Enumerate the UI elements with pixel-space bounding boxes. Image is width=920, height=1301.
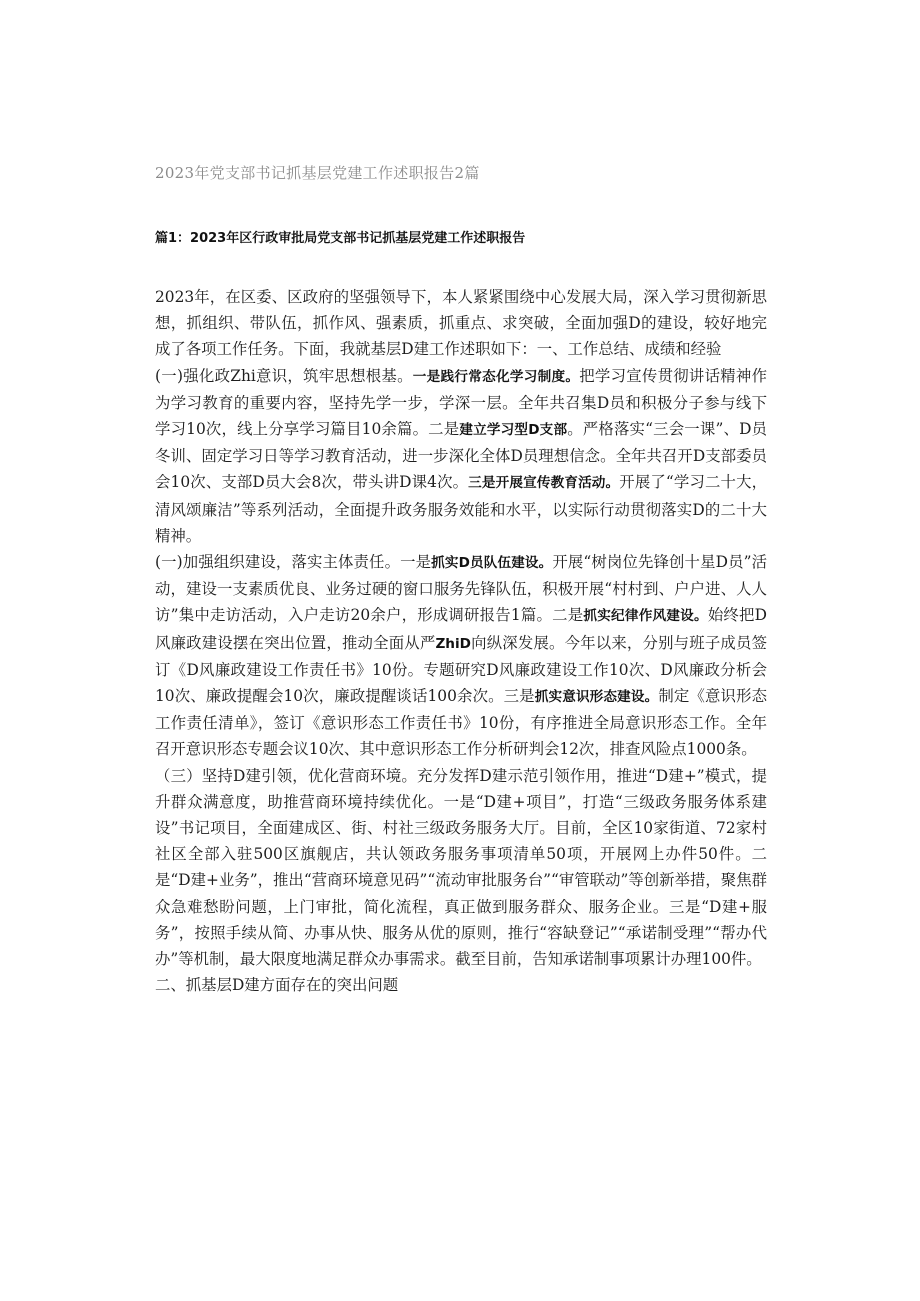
section-heading-problems: 二、抓基层D建方面存在的突出问题 xyxy=(155,976,399,995)
section-1-paragraph xyxy=(155,363,767,549)
section-2-point-1: 抓实D员队伍建设。 xyxy=(431,555,553,572)
section-1-point-1: 一是践行常态化学习制度。 xyxy=(412,368,580,385)
section-2-text-4: 制定《意识形态工作责任清单》，签订《意识形态工作责任书》10份，有序推进全局意识形态工作。全年召开意识形态专题会议10次、其中意识形态工作分析研判会12次，排查风险点1000条。 xyxy=(155,687,768,759)
section-2-text-1: 开展“树岗位先锋创十星D员”活动，建设一支素质优良、业务过硬的窗口服务先锋队伍，积极开展“村村到、户户进、人人访”集中走访活动，入户走访20余户，形成调研报告1篇。二是 xyxy=(155,553,767,625)
section-1-point-2: 建立学习型D支部 xyxy=(459,422,568,439)
section-2-point-3: 抓实意识形态建设。 xyxy=(534,689,659,706)
section-2-point-2: 抓实纪律作风建设。 xyxy=(583,608,708,625)
section-1-heading: (一)强化政Zhi意识，筑牢思想根基。 xyxy=(155,366,413,385)
section-2-heading: (一)加强组织建设，落实主体责任。一是 xyxy=(155,553,432,572)
section-2-inline-term: ZhiD xyxy=(435,635,471,652)
report-body xyxy=(155,284,767,998)
section-1-text-1: 把学习宣传贯彻讲话精神作为学习教育的重要内容，坚持先学一步，学深一层。全年共召集D员和积极分子参与线下学习10次，线上分享学习篇目10余篇。二是 xyxy=(155,366,767,439)
section-1-text-2: 。严格落实“三会一课”、D员冬训、固定学习日等学习教育活动，进一步深化全体D员理想信念。全年共召开D支部委员会10次、支部D员大会8次，带头讲D课4次。 xyxy=(155,420,767,492)
section-2-text-2: 始终把D风廉政建设摆在突出位置，推动全面从严 xyxy=(155,606,768,652)
section-2-paragraph xyxy=(155,549,767,763)
section-3-paragraph: （三）坚持D建引领，优化营商环境。充分发挥D建示范引领作用，推进“D建+”模式，提升群众满意度，助推营商环境持续优化。一是“D建+项目”，打造“三级政务服务体系建设”书记项目，全面建成区、街、村社三级政务服务大厅。目前，全区10家街道、72家村社区全部入驻500区旗舰店，共认领政务服务事项清单50项，开展网上办件50件。二是“D建+业务”，推出“营商环境意见码”“流动审批服务台”“审管联动”等创新举措，聚焦群众急难愁盼问题，上门审批，简化流程，真正做到服务群众、服务企业。三是“D建+服务”，按照手续从简、办事从快、服务从优的原则，推行“容缺登记”“承诺制受理”“帮办代办”等机制，最大限度地满足群众办事需求。截至目前，告知承诺制事项累计办理100件。 xyxy=(155,766,767,969)
intro-paragraph: 2023年，在区委、区政府的坚强领导下，本人紧紧围绕中心发展大局，深入学习贯彻新思想，抓组织、带队伍，抓作风、强素质，抓重点、求突破，全面加强D的建设，较好地完成了各项工作任务。下面，我就基层D建工作述职如下：一、工作总结、成绩和经验 xyxy=(155,288,767,359)
section-1-point-3: 三是开展宣传教育活动。 xyxy=(468,475,620,492)
report-subtitle: 篇1：2023年区行政审批局党支部书记抓基层党建工作述职报告 xyxy=(155,231,526,246)
section-1-text-3: 开展了“学习二十大，清风颂廉洁”等系列活动，全面提升政务服务效能和水平，以实际行动贯彻落实D的二十大精神。 xyxy=(155,473,767,545)
section-2-text-3: 向纵深发展。今年以来，分别与班子成员签订《D风廉政建设工作责任书》10份。专题研究D风廉政建设工作10次、D风廉政分析会10次、廉政提醒会10次，廉政提醒谈话100余次。三是 xyxy=(155,633,767,706)
document-title: 2023年党支部书记抓基层党建工作述职报告2篇 xyxy=(155,164,480,182)
